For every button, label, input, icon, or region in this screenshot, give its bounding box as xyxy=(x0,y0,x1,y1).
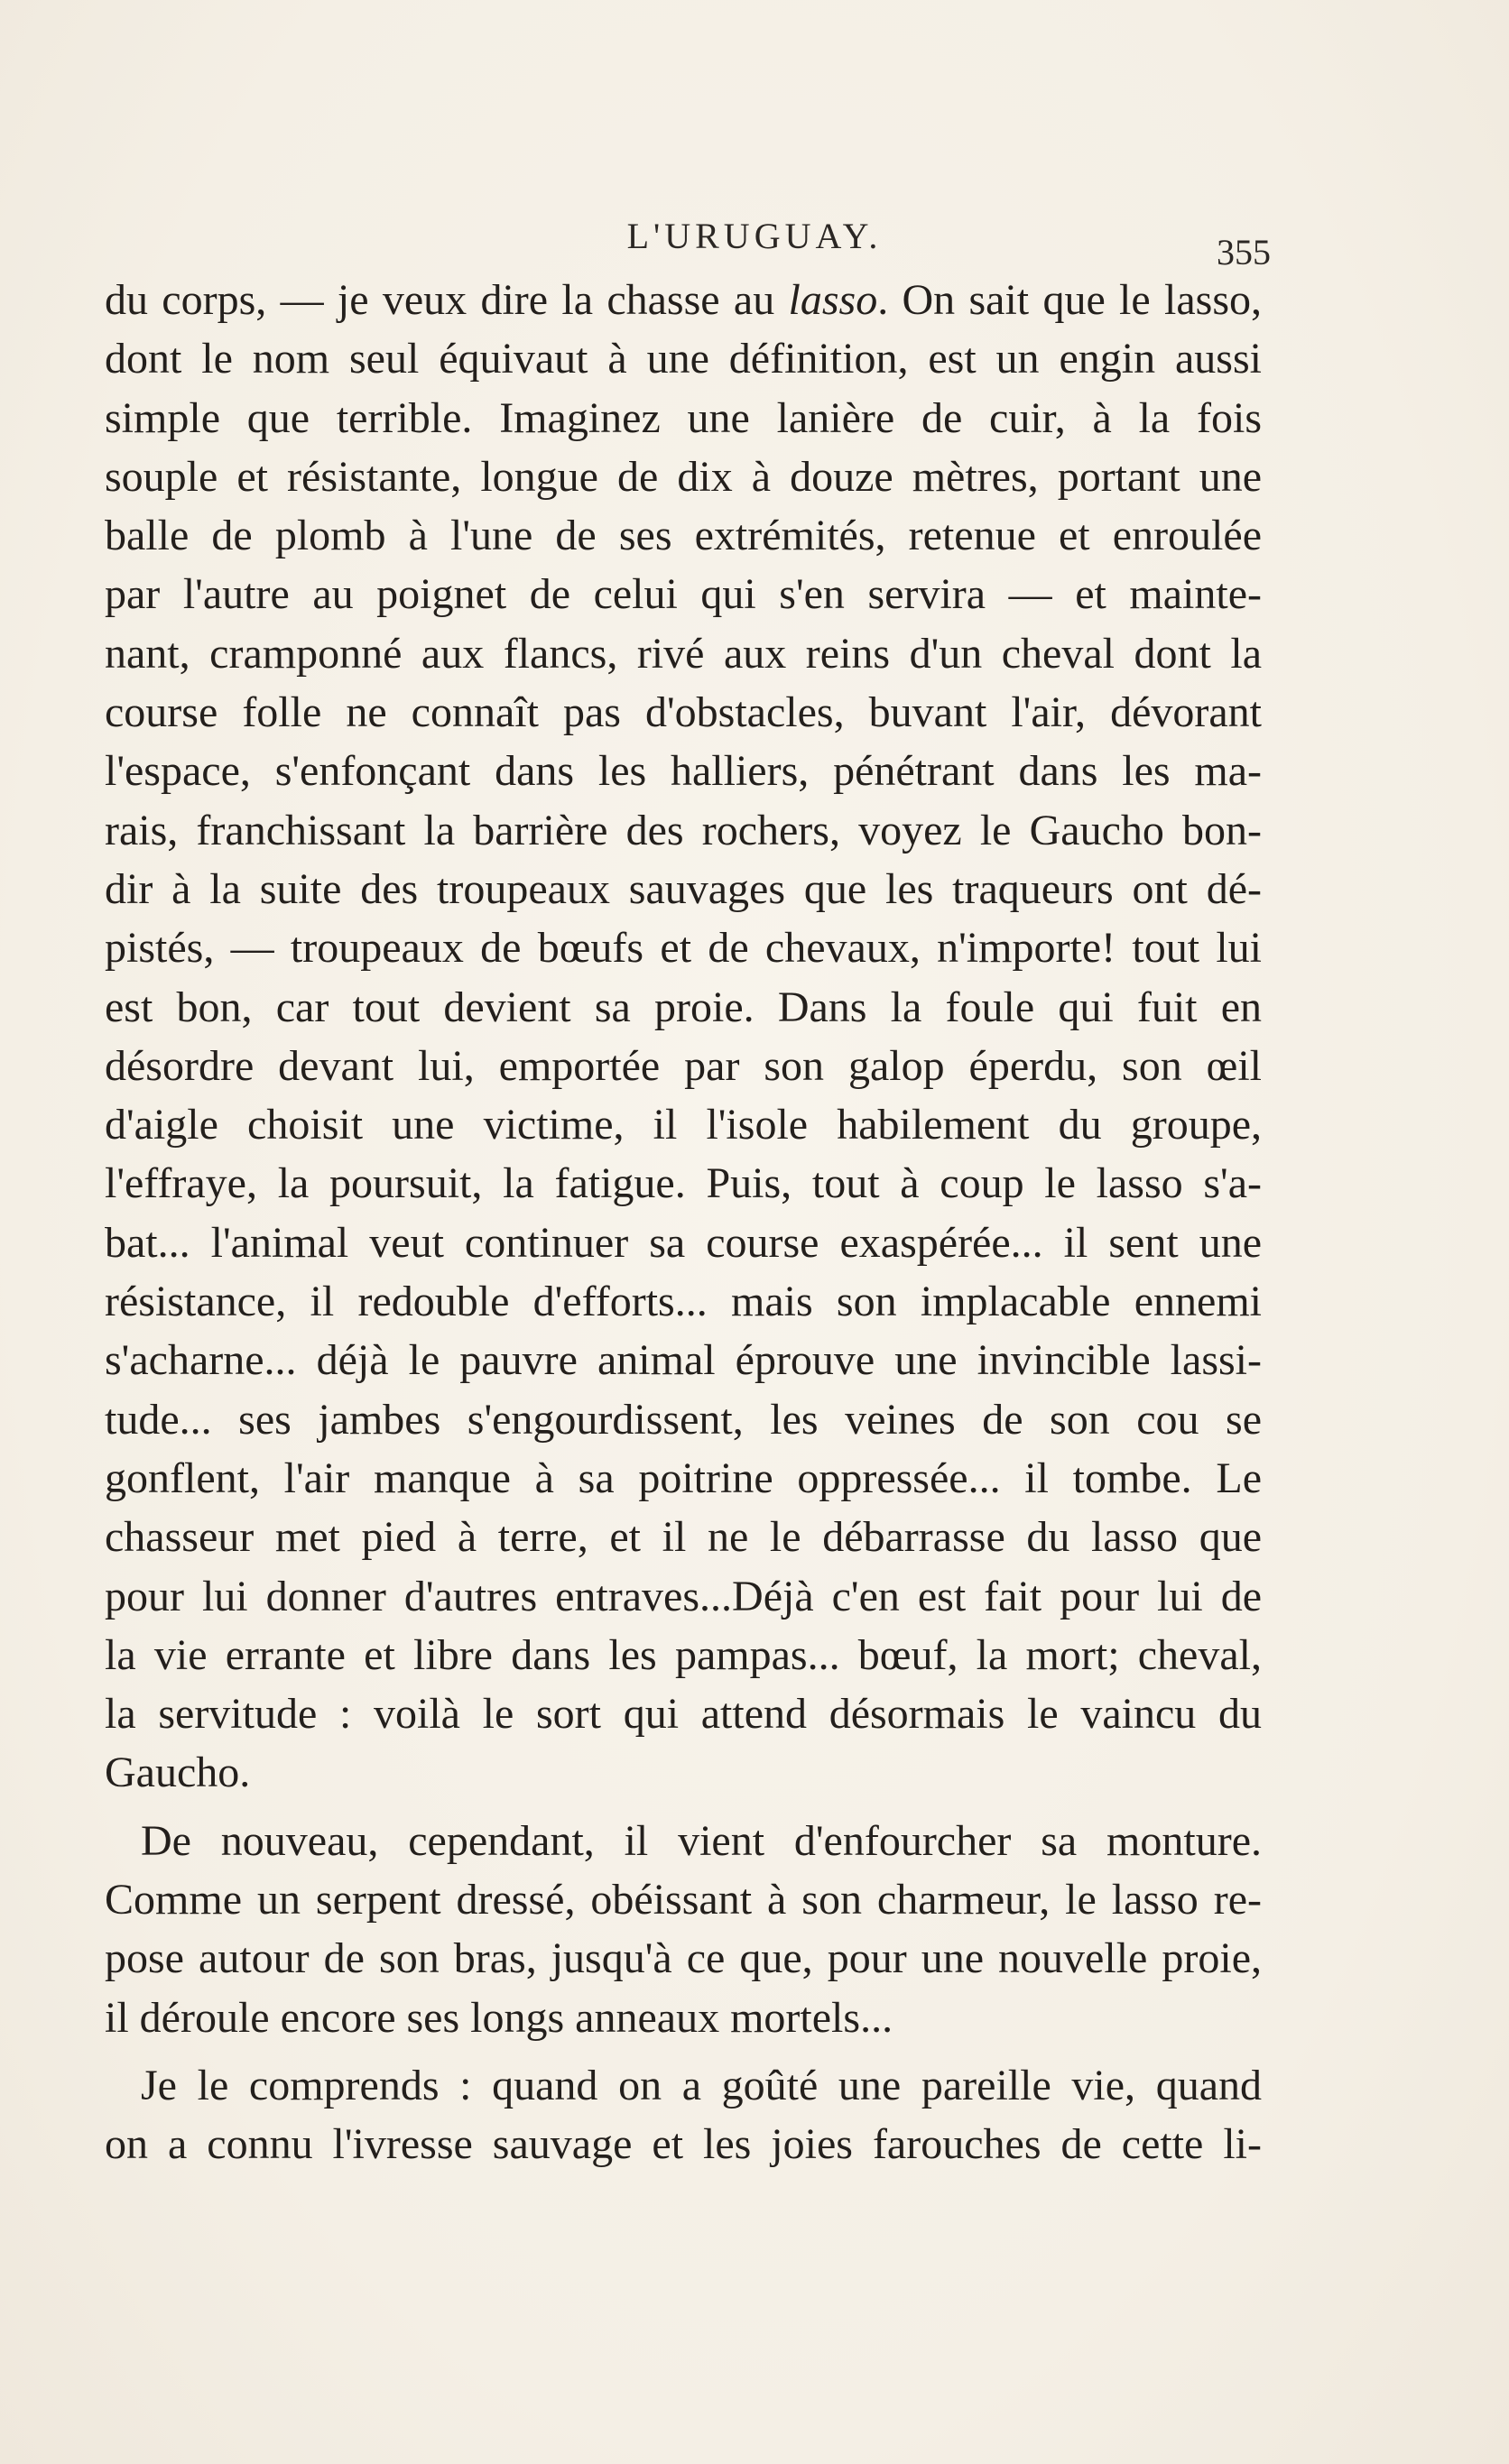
running-title: L'URUGUAY. xyxy=(626,216,883,256)
body-text xyxy=(105,271,1262,2174)
text-line: bat... l'animal veut continuer sa course exaspérée... il sent une xyxy=(105,1218,1262,1267)
text-line: dont le nom seul équivaut à une définition, est un engin aussi xyxy=(105,335,1262,383)
text-line: chasseur met pied à terre, et il ne le débarrasse du lasso que xyxy=(105,1513,1262,1562)
text-line: Gaucho. xyxy=(105,1749,251,1797)
text-line: course folle ne connaît pas d'obstacles, buvant l'air, dévorant xyxy=(105,688,1262,737)
text-line: nant, cramponné aux flancs, rivé aux reins d'un cheval dont la xyxy=(105,629,1262,678)
text-line: Comme un serpent dressé, obéissant à son charmeur, le lasso re- xyxy=(105,1876,1262,1924)
text-line: désordre devant lui, emportée par son galop éperdu, son œil xyxy=(105,1041,1262,1090)
text-line: d'aigle choisit une victime, il l'isole habilement du groupe, xyxy=(105,1101,1262,1149)
text-line: s'acharne... déjà le pauvre animal éprouve une invincible lassi- xyxy=(105,1336,1262,1385)
text-line: gonflent, l'air manque à sa poitrine oppressée... il tombe. Le xyxy=(105,1453,1262,1502)
text-line: pistés, — troupeaux de bœufs et de chevaux, n'importe! tout lui xyxy=(105,924,1262,973)
text-line: dir à la suite des troupeaux sauvages que les traqueurs ont dé- xyxy=(105,864,1262,913)
text-line: De nouveau, cependant, il vient d'enfourcher sa monture. xyxy=(141,1816,1262,1865)
text-line: l'effraye, la poursuit, la fatigue. Puis, tout à coup le lasso s'a- xyxy=(105,1159,1262,1208)
text-line: du corps, — je veux dire la chasse au lasso. On sait que le lasso, xyxy=(105,276,1262,324)
text-line: on a connu l'ivresse sauvage et les joies farouches de cette li- xyxy=(105,2120,1262,2169)
text-line: l'espace, s'enfonçant dans les halliers, pénétrant dans les ma- xyxy=(105,747,1262,796)
text-line: Je le comprends : quand on a goûté une pareille vie, quand xyxy=(141,2061,1262,2109)
text-line: la servitude : voilà le sort qui attend désormais le vaincu du xyxy=(105,1690,1262,1739)
text-line: souple et résistante, longue de dix à douze mètres, portant une xyxy=(105,452,1262,501)
text-line: balle de plomb à l'une de ses extrémités, retenue et enroulée xyxy=(105,512,1262,560)
text-line: rais, franchissant la barrière des rochers, voyez le Gaucho bon- xyxy=(105,806,1262,854)
text-line: par l'autre au poignet de celui qui s'en servira — et mainte- xyxy=(105,570,1262,619)
page-number: 355 xyxy=(1217,232,1271,272)
text-line: simple que terrible. Imaginez une lanière de cuir, à la fois xyxy=(105,393,1262,442)
text-line: la vie errante et libre dans les pampas... bœuf, la mort; cheval, xyxy=(105,1630,1262,1679)
text-line: pour lui donner d'autres entraves...Déjà c'en est fait pour lui de xyxy=(105,1572,1262,1620)
text-line: pose autour de son bras, jusqu'à ce que, pour une nouvelle proie, xyxy=(105,1934,1262,1983)
text-line: résistance, il redouble d'efforts... mais son implacable ennemi xyxy=(105,1278,1262,1326)
text-line: tude... ses jambes s'engourdissent, les veines de son cou se xyxy=(105,1395,1262,1444)
text-line: est bon, car tout devient sa proie. Dans la foule qui fuit en xyxy=(105,983,1262,1031)
text-line: il déroule encore ses longs anneaux mortels... xyxy=(105,1993,893,2042)
